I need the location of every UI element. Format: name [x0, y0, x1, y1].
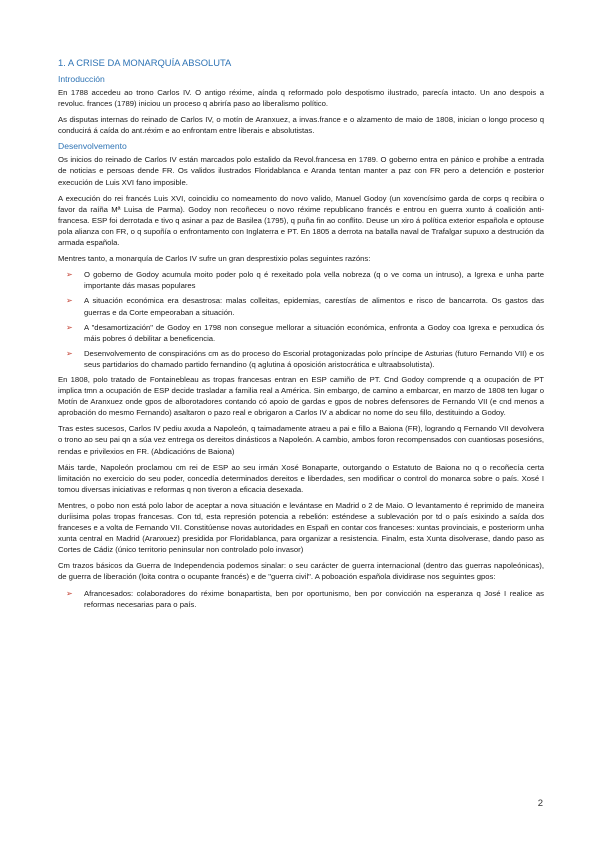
paragraph: Tras estes sucesos, Carlos IV pediu axuda a Napoleón, q taimadamente atraeu a pai e fillo a Baiona (FR), logrando q Fernando VII devolvera o trono ao seu pai qn a súa vez entrega os dereitos dinásticos a Napoleón. A cambio, ambos foron recompensados con cuantiosas posesións, rendas e privilexios en FR. (Abdicacións de Baiona)	[58, 424, 544, 456]
paragraph: Cm trazos básicos da Guerra de Independencia podemos sinalar: o seu carácter de guerra internacional (dentro das guerras napoleónicas), de guerra de liberación (loita contra o ocupante francés) e de "guerra civil". A poboación española dividirase nos seguintes gpos:	[58, 561, 544, 582]
list-item-text: Afrancesados: colaboradores do réxime bonapartista, ben por oportunismo, ben por convicción na esperanza q José I realice as reformas necesarias para o país.	[84, 588, 544, 609]
arrow-bullet-icon: ➢	[66, 348, 73, 358]
heading-introduccion: Introducción	[58, 74, 105, 84]
paragraph: En 1788 accedeu ao trono Carlos IV. O antigo réxime, aínda q reformado polo despotismo ilustrado, parecía intacto. Un ano despois a revoluc. frances (1789) iniciou un proceso q abriría paso ao liberalismo político.	[58, 88, 544, 109]
arrow-bullet-icon: ➢	[66, 588, 73, 598]
bullet-list	[58, 269, 544, 370]
list-item	[58, 588, 544, 610]
paragraph: A execución do rei francés Luis XVI, coincidiu co nomeamento do novo valido, Manuel Godoy (un xovencísimo garda de corps q recibira o favor da raíña Mª Luisa de Parma). Godoy non recoñeceu o novo réxime republicano francés e entrou en guerra xunto á coalición anti-francesa. ESP foi derrotada e tivo q asinar a paz de Basilea (1795), q puña fin ao conflito. Deuse un xiro á política exterior española e optouse pola alianza con FR, o q supoñía o enfrontamento con Inglaterra e PT. En 1805 a derrota na batalla naval de Trafalgar supuxo a destrución da armada española.	[58, 193, 544, 248]
list-item	[58, 295, 544, 317]
arrow-bullet-icon: ➢	[66, 270, 73, 280]
paragraph: As disputas internas do reinado de Carlos IV, o motín de Aranxuez, a invas.france e o alzamento de maio de 1808, inician o longo proceso q conducirá á caída do ant.réxim e ao enfrontam entre liberais e absolutistas.	[58, 115, 544, 136]
paragraph: Mentres, o pobo non está polo labor de aceptar a nova situación e levántase en Madrid o 2 de Maio. O levantamento é reprimido de maneira duríisima polas tropas francesas. Con td, esta represión potencia a rebelión: esténdese a sublevación por td o país esixindo a saída dos franceses e a volta de Fernando VII. Constitúense novas autoridades en Españ en contar cos franceses: xuntas provinciais, e posteriorm unha xunta central en Madrid (Aranxuez) presidida por Floridablanca, para organizar a resistencia. Finalm, esta Xunta disolverase, dando paso as Cortes de Cádiz (único territorio peninsular non controlado polo invasor)	[58, 500, 544, 555]
list-item	[58, 322, 544, 344]
list-item-text: A "desamortización" de Godoy en 1798 non consegue mellorar a situación económica, enfronta a Godoy coa Igrexa e perxudica ós máis pobres ó debilitar a beneficencia.	[84, 322, 544, 343]
paragraph: En 1808, polo tratado de Fontainebleau as tropas francesas entran en ESP camiño de PT. Cnd Godoy comprende q a ocupación de PT implica tmn a ocupación de ESP decide trasladar a familia real a América. Sin embargo, de camino a embarcar, en marzo de 1808 ten lugar o Motín de Aranxuez onde gpos de alborotadores contando có apoio de gardas e gpos de nobres defensores de Fernando VII (e cnd menos a aprobación do mesmo Fernando) asaltaron o pazo real e obrigaron a Carlos IV a abdicar no nome do seu fillo, destituindo a Godoy.	[58, 374, 544, 418]
list-item	[58, 348, 544, 370]
paragraph: Máis tarde, Napoleón proclamou cm rei de ESP ao seu irmán Xosé Bonaparte, outorgando o Estatuto de Baiona no q o recoñecía certa limitación no exercicio do seu poder, concedía determinados dereitos e liberdades, sen modificar o control do monarca sobre o país. Xosé I tomou diversas iniciativas e reformas q non tiveron a eficacia desexada.	[58, 462, 544, 494]
list-item-text: A situación económica era desastrosa: malas colleitas, epidemias, carestías de alimentos e risco de bancarrota. Os gastos das guerras e da Corte empeoraban a situación.	[84, 296, 544, 317]
heading-desenvolvemento: Desenvolvemento	[58, 141, 127, 152]
list-item	[58, 269, 544, 291]
page-content	[58, 57, 544, 614]
paragraph: Os inicios do reinado de Carlos IV están marcados polo estalido da Revol.francesa en 1789. O goberno entra en pánico e prohibe a entrada de noticias e persoas dende FR. Os validos ilustrados Floridablanca e Aranda tentan manter a paz con FR pero a detención e posterior execución de Luis XVI fano imposible.	[58, 155, 544, 187]
arrow-bullet-icon: ➢	[66, 296, 73, 306]
page-number: 2	[537, 798, 543, 809]
bullet-list-groups	[58, 588, 544, 610]
list-item-text: Desenvolvemento de conspiracións cm as do proceso do Escorial protagonizadas polo príncipe de Asturias (futuro Fernando VII) e os seus partidarios do chamado partido fernandino (q aglutina á oposición aristocrática e ultraabsolutista).	[84, 348, 544, 369]
paragraph: Mentres tanto, a monarquía de Carlos IV sufre un gran desprestixio polas seguintes razóns:	[58, 254, 371, 264]
section-title: 1. A CRISE DA MONARQUÍA ABSOLUTA	[58, 57, 232, 68]
list-item-text: O goberno de Godoy acumula moito poder polo q é rexeitado pola vella nobreza (q o ve coma un intruso), a Igrexa e unha parte importante dás masas populares	[84, 270, 544, 291]
arrow-bullet-icon: ➢	[66, 322, 73, 332]
